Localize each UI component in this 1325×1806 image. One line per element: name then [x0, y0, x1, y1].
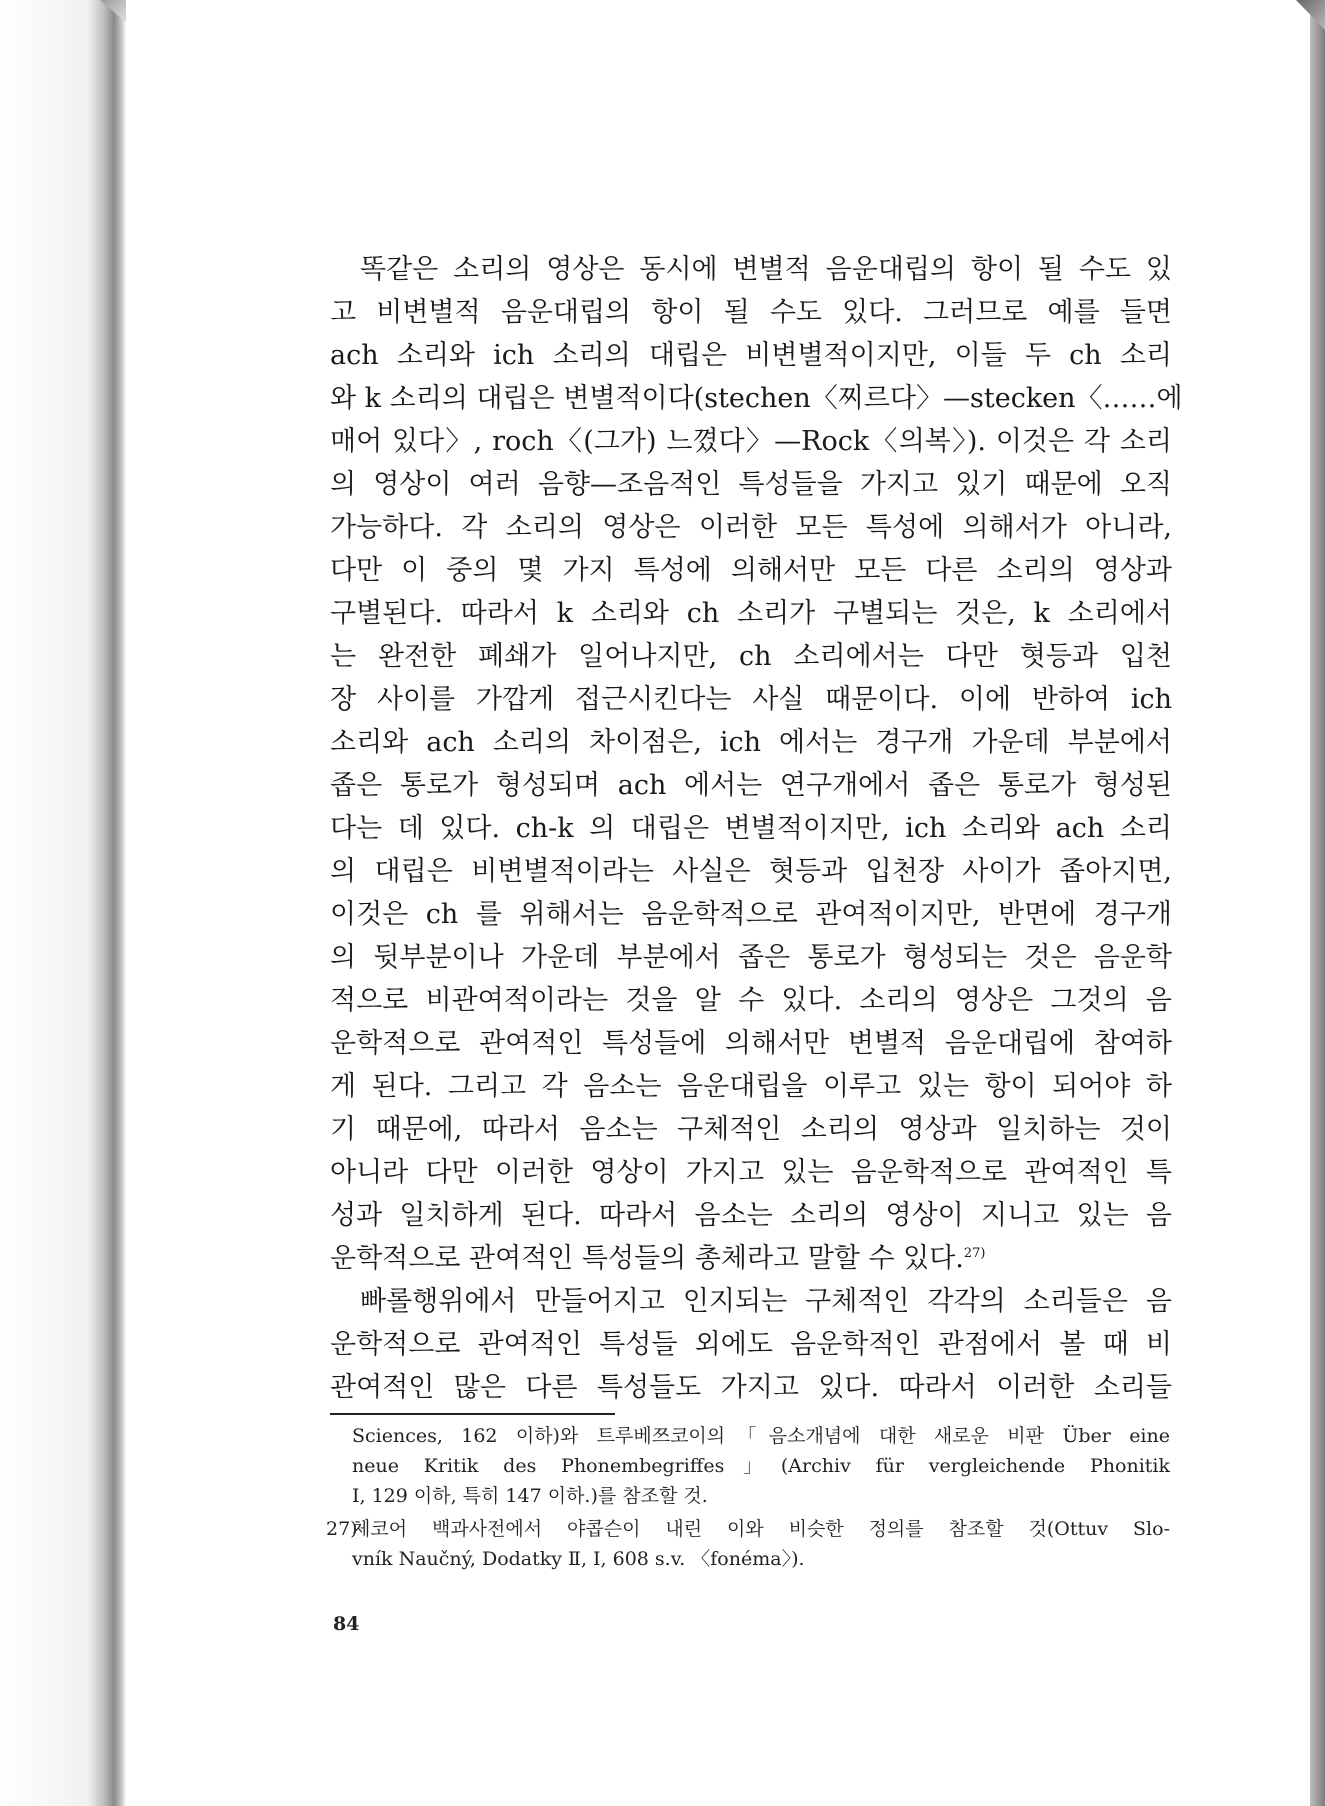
body-line: 의 뒷부분이나 가운데 부분에서 좁은 통로가 형성되는 것은 음운학: [330, 942, 1172, 973]
body-line: 이것은 ch 를 위해서는 음운학적으로 관여적이지만, 반면에 경구개: [330, 899, 1172, 930]
body-text: [330, 248, 1183, 1409]
body-line: 좁은 통로가 형성되며 ach 에서는 연구개에서 좁은 통로가 형성된: [330, 770, 1172, 801]
body-line: 소리와 ach 소리의 차이점은, ich 에서는 경구개 가운데 부분에서: [330, 727, 1172, 758]
body-line: 운학적으로 관여적인 특성들에 의해서만 변별적 음운대립에 참여하: [330, 1028, 1172, 1059]
body-line: ach 소리와 ich 소리의 대립은 비변별적이지만, 이들 두 ch 소리: [330, 340, 1172, 371]
body-line: 가능하다. 각 소리의 영상은 이러한 모든 특성에 의해서가 아니라,: [330, 512, 1172, 543]
body-line: 구별된다. 따라서 k 소리와 ch 소리가 구별되는 것은, k 소리에서: [330, 598, 1172, 629]
body-line: 다는 데 있다. ch-k 의 대립은 변별적이지만, ich 소리와 ach 소리: [330, 813, 1172, 844]
footnote-line: neue Kritik des Phonembegriffes」(Archiv für vergleichende Phonitik: [352, 1455, 1170, 1477]
page-right-edge: [1310, 0, 1325, 1806]
footnote-line: vník Naučný, Dodatky Ⅱ, Ⅰ, 608 s.v. 〈fonéma〉).: [352, 1548, 805, 1570]
body-line: 다만 이 중의 몇 가지 특성에 의해서만 모든 다른 소리의 영상과: [330, 555, 1172, 586]
body-line: 와 k 소리의 대립은 변별적이다(stechen〈찌르다〉—stecken〈……에: [330, 383, 1183, 414]
footnote-rule: [330, 1413, 615, 1415]
body-line: 의 영상이 여러 음향—조음적인 특성들을 가지고 있기 때문에 오직: [330, 469, 1172, 500]
body-line: 고 비변별적 음운대립의 항이 될 수도 있다. 그러므로 예를 들면: [330, 297, 1172, 328]
body-line: 장 사이를 가깝게 접근시킨다는 사실 때문이다. 이에 반하여 ich: [330, 684, 1172, 715]
body-line: 는 완전한 폐쇄가 일어나지만, ch 소리에서는 다만 혓등과 입천: [330, 641, 1172, 672]
footnote-number: 27): [326, 1518, 358, 1540]
body-line: 의 대립은 비변별적이라는 사실은 혓등과 입천장 사이가 좁아지면,: [330, 856, 1172, 887]
body-line: 기 때문에, 따라서 음소는 구체적인 소리의 영상과 일치하는 것이: [330, 1114, 1172, 1145]
body-line: 운학적으로 관여적인 특성들 외에도 음운학적인 관점에서 볼 때 비: [330, 1329, 1172, 1360]
body-line: 성과 일치하게 된다. 따라서 음소는 소리의 영상이 지니고 있는 음: [330, 1200, 1172, 1231]
body-line: 관여적인 많은 다른 특성들도 가지고 있다. 따라서 이러한 소리들: [330, 1372, 1172, 1403]
footnote-ref[interactable]: 27): [963, 1246, 986, 1261]
footnote-line: Ⅰ, 129 이하, 특히 147 이하.)를 참조할 것.: [352, 1485, 708, 1507]
footnote-line: Sciences, 162 이하)와 트루베쯔코이의「음소개념에 대한 새로운 비판 Über eine: [352, 1425, 1170, 1447]
body-line-text: 운학적으로 관여적인 특성들의 총체라고 말할 수 있다.: [330, 1243, 964, 1274]
paragraph-end-line: [330, 1237, 1172, 1280]
body-line: 빠롤행위에서 만들어지고 인지되는 구체적인 각각의 소리들은 음: [360, 1286, 1172, 1317]
body-line: 아니라 다만 이러한 영상이 가지고 있는 음운학적으로 관여적인 특: [330, 1157, 1172, 1188]
page-number: 84: [333, 1613, 360, 1635]
book-spine: [0, 0, 126, 1806]
body-line: 똑같은 소리의 영상은 동시에 변별적 음운대립의 항이 될 수도 있: [360, 254, 1172, 285]
footnote-line: 체코어 백과사전에서 야콥슨이 내린 이와 비슷한 정의를 참조할 것(Ottuv Slo-: [352, 1518, 1170, 1540]
body-line: 게 된다. 그리고 각 음소는 음운대립을 이루고 있는 항이 되어야 하: [330, 1071, 1172, 1102]
body-line: 매어 있다〉, roch〈(그가) 느꼈다〉—Rock〈의복〉). 이것은 각 소리: [330, 426, 1172, 457]
body-line: 적으로 비관여적이라는 것을 알 수 있다. 소리의 영상은 그것의 음: [330, 985, 1172, 1016]
